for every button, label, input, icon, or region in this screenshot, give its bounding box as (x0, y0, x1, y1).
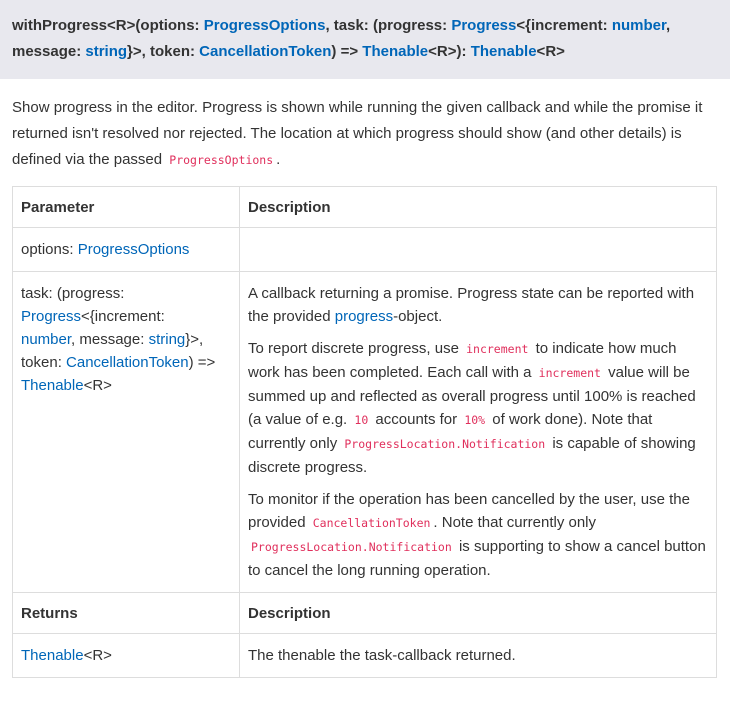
inline-code: CancellationToken (312, 516, 431, 530)
table-row (13, 634, 717, 678)
task-desc-paragraph-2: To report discrete progress, use increment to indicate how much work has been completed. Each call with a increment value will be summed up and reflected as overall progress until 100% is reached (a value of e.g. 10 accounts for 10% of work done). Note that currently only ProgressLocation.Notification is capable of showing discrete progress. (248, 340, 696, 476)
progress-link[interactable]: progress (334, 308, 394, 325)
progress-type-link[interactable]: Progress (451, 17, 517, 34)
thenable-link[interactable]: Thenable (362, 43, 429, 60)
return-desc-cell: The thenable the task-callback returned. (240, 634, 717, 678)
return-type-cell: Thenable<R> (13, 634, 240, 678)
table-header-row (13, 593, 717, 634)
number-type-link[interactable]: number (611, 17, 667, 34)
task-desc-paragraph-3: To monitor if the operation has been cancelled by the user, use the provided CancellationToken . Note that currently only ProgressLocation.Notification is supporting to show a cancel button to cancel the long running operation. (248, 491, 706, 579)
progress-options-link[interactable]: ProgressOptions (77, 241, 190, 258)
inline-code: increment (466, 342, 529, 356)
cancellation-token-link[interactable]: CancellationToken (199, 43, 332, 60)
param-options-desc (240, 228, 717, 272)
thenable-link[interactable]: Thenable (21, 647, 84, 664)
cancellation-token-link[interactable]: CancellationToken (66, 354, 189, 371)
table-header-row (13, 187, 717, 228)
inline-code: ProgressLocation.Notification (344, 437, 546, 451)
table-row (13, 228, 717, 272)
param-task-cell: task: (progress: Progress<{increment: number, message: string}>, token: CancellationToken) => Thenable<R> (13, 272, 240, 593)
number-type-link[interactable]: number (21, 331, 72, 348)
return-thenable-link[interactable]: Thenable (470, 43, 537, 60)
inline-code: ProgressLocation.Notification (251, 540, 452, 554)
inline-code: ProgressOptions (169, 153, 274, 167)
inline-code: increment (538, 366, 601, 380)
method-description: Show progress in the editor. Progress is shown while running the given callback and while the promise it returned isn't resolved nor rejected. The location at which progress should show (and other details) is defined via the passed ProgressOptions . (12, 99, 703, 168)
task-desc-paragraph-1: A callback returning a promise. Progress state can be reported with the provided progress-object. (248, 285, 695, 325)
table-row (13, 272, 717, 593)
description-header: Description (240, 187, 717, 228)
description-header: Description (240, 593, 717, 634)
parameters-table (12, 186, 717, 678)
method-name: withProgress (12, 17, 108, 34)
progress-type-link[interactable]: Progress (21, 308, 82, 325)
param-options-cell: options: ProgressOptions (13, 228, 240, 272)
string-type-link[interactable]: string (148, 331, 186, 348)
inline-code: 10 (354, 413, 369, 427)
param-task-desc (240, 272, 717, 593)
method-signature: withProgress<R>(options: ProgressOptions, task: (progress: Progress<{increment: number, message: string}>, token: CancellationToken) => Thenable<R>): Thenable<R> (0, 0, 730, 79)
returns-header: Returns (13, 593, 240, 634)
string-type-link[interactable]: string (85, 43, 128, 60)
inline-code: 10% (464, 413, 486, 427)
thenable-link[interactable]: Thenable (21, 377, 84, 394)
progress-options-link[interactable]: ProgressOptions (203, 17, 326, 34)
parameter-header: Parameter (13, 187, 240, 228)
